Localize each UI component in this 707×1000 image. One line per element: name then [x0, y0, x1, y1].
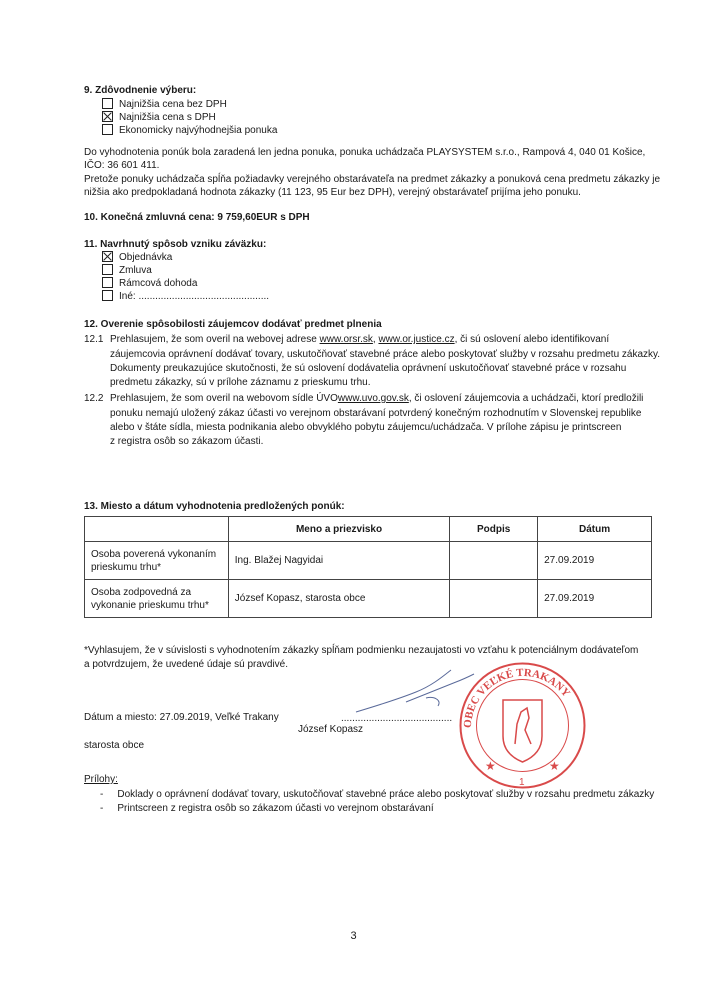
coat-of-arms-shield-icon — [503, 700, 542, 762]
stamp-inner-ring — [477, 680, 569, 772]
option-lowest-price-without-vat[interactable] — [102, 98, 227, 112]
link-orsr[interactable]: www.orsr.sk — [319, 334, 373, 345]
name-cell: József Kopasz, starosta obce — [228, 580, 450, 618]
attachment-text: Doklady o oprávnení dodávať tovary, uskutočňovať stavebné práce alebo poskytovať služby v rozsahu predmetu zákazky — [117, 789, 655, 800]
checkbox-checked[interactable] — [102, 251, 113, 262]
item-number: 12.2 — [84, 393, 104, 404]
stamp-outer-ring — [461, 664, 585, 788]
item-line: záujemcovia oprávnení dodávať tovary, uskutočňovať stavebné práce alebo poskytovať služby v rozsahu predmetu zákazky. — [110, 349, 661, 360]
section-9-heading: 9. Zdôvodnenie výberu: — [84, 85, 197, 96]
link-or-justice[interactable]: www.or.justice.cz — [378, 334, 455, 345]
option-label: Rámcová dohoda — [119, 278, 198, 289]
star-icon: ★ — [485, 759, 496, 773]
attachments-heading: Prílohy: — [84, 774, 118, 785]
role-cell: Osoba poverená vykonaním prieskumu trhu* — [85, 542, 229, 580]
text-fragment: Prehlasujem, že som overil na webovej adrese — [110, 334, 320, 345]
option-contract[interactable] — [102, 264, 152, 278]
section-10-heading: 10. Konečná zmluvná cena: 9 759,60EUR s DPH — [84, 212, 310, 223]
item-line: z registra osôb so zákazom účasti. — [110, 436, 264, 447]
table-row — [85, 580, 652, 618]
crane-bird-icon — [515, 708, 531, 744]
date-cell: 27.09.2019 — [538, 542, 652, 580]
section-12-heading: 12. Overenie spôsobilosti záujemcov dodávať predmet plnenia — [84, 319, 382, 330]
name-cell: Ing. Blažej Nagyidai — [228, 542, 450, 580]
signature-dots: ........................................ — [341, 713, 453, 724]
bullet-dash: - — [100, 789, 104, 800]
option-label: Ekonomicky najvýhodnejšia ponuka — [119, 125, 278, 136]
evaluation-table — [84, 516, 652, 618]
section-13-heading: 13. Miesto a dátum vyhodnotenia predložených ponúk: — [84, 501, 345, 512]
text-fragment: Prehlasujem, že som overil na webovom sídle ÚVO — [110, 393, 338, 404]
signature-cell — [450, 580, 538, 618]
attachment-text: Printscreen z registra osôb so zákazom účasti vo verejnom obstarávaní — [117, 803, 434, 814]
item-line — [110, 333, 609, 346]
option-label: Iné: ............................................... — [119, 291, 270, 302]
link-uvo[interactable]: www.uvo.gov.sk — [337, 393, 409, 404]
item-number: 12.1 — [84, 334, 104, 345]
page-number: 3 — [350, 930, 357, 942]
attachment-item — [100, 788, 654, 801]
option-label: Najnižšia cena bez DPH — [119, 99, 227, 110]
declaration-line: *Vyhlasujem, že v súvislosti s vyhodnotením zákazky spĺňam podmienku nezaujatosti vo vzťahu k potenciálnym dodávateľom — [84, 645, 639, 656]
checkbox[interactable] — [102, 98, 113, 109]
table-header-cell: Podpis — [450, 517, 538, 542]
section-11-heading: 11. Navrhnutý spôsob vzniku záväzku: — [84, 239, 267, 250]
item-line: Dokumenty preukazujúce skutočnosti, že sú oslovení dodávatelia oprávnení uskutočňovať stavebné práce v rozsahu — [110, 363, 627, 374]
signature-cell — [450, 542, 538, 580]
stamp-text-path: OBEC VEĽKÉ TRAKANY — [461, 666, 573, 729]
option-framework-agreement[interactable] — [102, 277, 197, 291]
date-and-place: Dátum a miesto: 27.09.2019, Veľké Trakany — [84, 712, 279, 723]
option-most-advantageous[interactable] — [102, 124, 277, 138]
table-header-row — [85, 517, 652, 542]
paragraph-line: Do vyhodnotenia ponúk bola zaradená len jedna ponuka, ponuka uchádzača PLAYSYSTEM s.r.o., Rampová 4, 040 01 Košice, — [84, 147, 646, 158]
municipal-stamp — [455, 658, 590, 793]
text-fragment: , či oslovení záujemcovia a uchádzači, ktorí predložili — [408, 393, 644, 404]
signer-name: József Kopasz — [298, 724, 364, 735]
bullet-dash: - — [100, 803, 104, 814]
table-row — [85, 542, 652, 580]
option-label: Zmluva — [119, 265, 152, 276]
stamp-text — [462, 667, 572, 728]
paragraph-line: IČO: 36 601 411. — [84, 160, 160, 171]
item-line: alebo v štáte sídla, miesta podnikania alebo obvyklého pobytu záujemcu/uchádzača. V prílohe zápisu je printscreen — [110, 422, 622, 433]
option-label: Objednávka — [119, 252, 173, 263]
item-line — [110, 392, 643, 405]
paragraph-line: nižšia ako predpokladaná hodnota zákazky (11 123, 95 Eur bez DPH), verejný obstarávateľ prijíma jeho ponuku. — [84, 187, 581, 198]
checkbox[interactable] — [102, 124, 113, 135]
checkbox[interactable] — [102, 264, 113, 275]
table-header-cell — [85, 517, 229, 542]
text-fragment: , či sú oslovení alebo identifikovaní — [454, 334, 610, 345]
role-cell: Osoba zodpovedná za vykonanie prieskumu trhu* — [85, 580, 229, 618]
item-line: predmetu zákazky, sú v prílohe záznamu z prieskumu trhu. — [110, 377, 371, 388]
attachment-item — [100, 802, 434, 815]
option-order[interactable] — [102, 251, 172, 265]
table-header-cell: Dátum — [538, 517, 652, 542]
table-header-cell: Meno a priezvisko — [228, 517, 450, 542]
paragraph-line: Pretože ponuky uchádzača spĺňa požiadavky verejného obstarávateľa na predmet zákazky a ponuková cena predmetu zákazky je — [84, 174, 661, 185]
checkbox-checked[interactable] — [102, 111, 113, 122]
option-lowest-price-with-vat[interactable] — [102, 111, 216, 125]
checkbox[interactable] — [102, 277, 113, 288]
signer-title: starosta obce — [84, 740, 145, 751]
star-icon: ★ — [549, 759, 560, 773]
declaration-line: a potvrdzujem, že uvedené údaje sú pravdivé. — [84, 659, 289, 670]
date-cell: 27.09.2019 — [538, 580, 652, 618]
item-line: ponuku nemajú uložený zákaz účasti vo verejnom obstarávaní potvrdený konečným rozhodnutím v Slovenskej republike — [110, 408, 642, 419]
option-other[interactable] — [102, 290, 269, 304]
stamp-number: 1 — [519, 777, 525, 788]
checkbox[interactable] — [102, 290, 113, 301]
text-fragment: , — [372, 334, 379, 345]
option-label: Najnižšia cena s DPH — [119, 112, 216, 123]
